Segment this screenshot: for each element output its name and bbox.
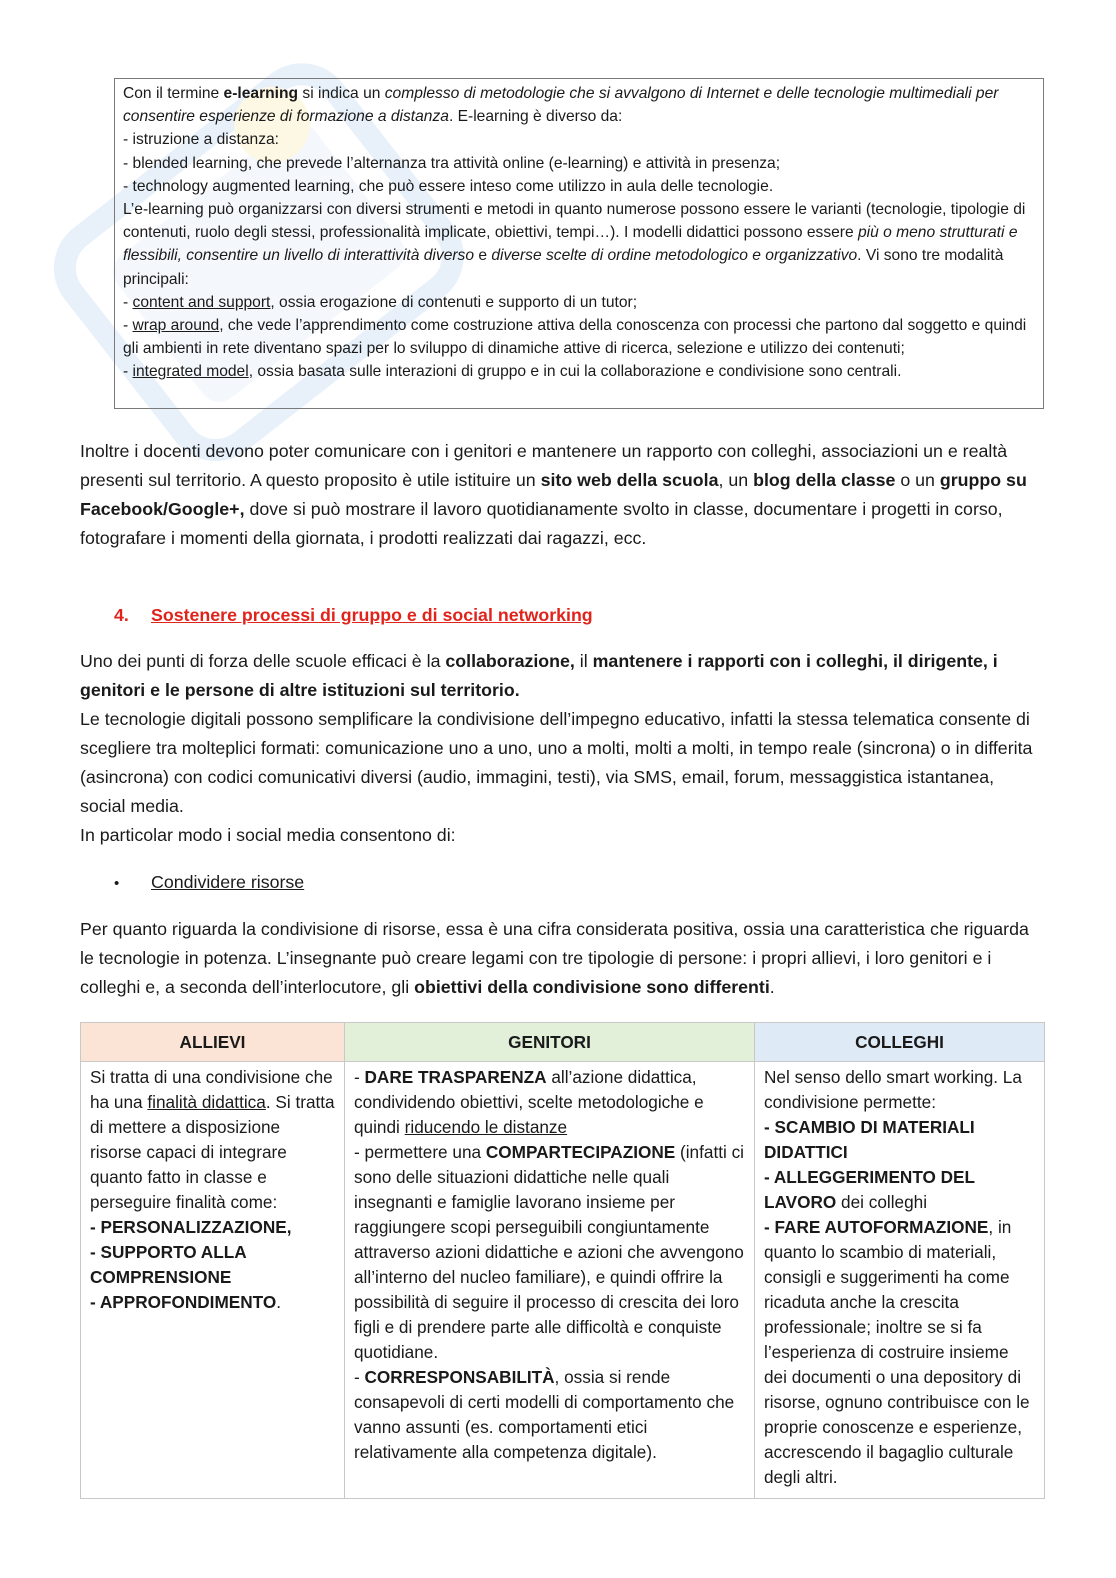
collaboration-social-media: In particolar modo i social media consentono di: — [80, 825, 456, 845]
bullet-dot-icon: • — [114, 875, 120, 892]
table-row — [81, 1062, 1045, 1499]
cell-genitori: - DARE TRASPARENZA all’azione didattica, condividendo obiettivi, scelte metodologiche e quindi riducendo le distanze - permettere una COMPARTECIPAZIONE (infatti ci sono delle situazioni didattiche nelle quali insegnanti e famiglie lavorano insieme per raggiungere scopi perseguibili congiuntamente attraverso azioni didattiche e azioni che avvengono all’interno del nucleo familiare), e quindi offrire la possibilità di seguire il processo di crescita dei loro figli e di prendere parte alle difficoltà e conquiste quotidiane. - CORRESPONSABILITÀ, ossia si rende consapevoli di certi modelli di comportamento che vanno assunti (es. comportamenti etici relativamente alla competenza digitale). — [345, 1062, 755, 1499]
section-heading — [114, 603, 593, 627]
collaboration-technologies: Le tecnologie digitali possono semplificare la condivisione dell’impegno educativo, infatti la stessa telematica consente di scegliere tra molteplici formati: comunicazione uno a uno, uno a molti, molti a molti, in tempo reale (sincrona) o in differita (asincrona) con codici comunicativi diversi (audio, immagini, testi), via SMS, email, forum, messaggistica istantanea, social media. — [80, 709, 1033, 816]
collaboration-lead: Uno dei punti di forza delle scuole efficaci è la collaborazione, il mantenere i rapporti con i colleghi, il dirigente, i genitori e le persone di altre istituzioni sul territorio. — [80, 651, 998, 700]
section-title: Sostenere processi di gruppo e di social networking — [151, 605, 593, 625]
bullet-label: Condividere risorse — [151, 872, 305, 892]
header-allievi: ALLIEVI — [81, 1023, 345, 1062]
elearning-mode: - content and support, ossia erogazione di contenuti e supporto di un tutor; — [123, 293, 638, 311]
bullet-share-resources — [114, 868, 304, 898]
elearning-mode: - wrap around, che vede l’apprendimento come costruzione attiva della conoscenza con processi che partono dal soggetto e quindi gli ambienti in rete diventano spazi per lo sviluppo di dinamiche attive di ricerca, selezione e utilizzo dei contenuti; — [123, 317, 1027, 358]
elearning-organization: L’e-learning può organizzarsi con diversi strumenti e metodi in quanto numerose possono essere le varianti (tecnologie, tipologie di contenuti, ruolo degli stessi, professionalità implicate, obiettivi, tempi…). I modelli didattici possono essere più o meno strutturati e flessibili, consentire un livello di interattività diverso e diverse scelte di ordine metodologico e organizzativo. Vi sono tre modalità principali: — [123, 201, 1026, 288]
elearning-diff-item: - istruzione a distanza: — [123, 131, 280, 149]
table-header-row — [81, 1023, 1045, 1062]
section-number: 4. — [114, 605, 129, 625]
paragraph-communication: Inoltre i docenti devono poter comunicare con i genitori e mantenere un rapporto con colleghi, associazioni un e realtà presenti sul territorio. A questo proposito è utile istituire un sito web della scuola, un blog della classe o un gruppo su Facebook/Google+, dove si può mostrare il lavoro quotidianamente svolto in classe, documentare i progetti in corso, fotografare i momenti della giornata, i prodotti realizzati dai ragazzi, ecc. — [80, 441, 1027, 548]
sharing-table — [80, 1022, 1045, 1499]
header-colleghi: COLLEGHI — [755, 1023, 1045, 1062]
cell-allievi: Si tratta di una condivisione che ha una finalità didattica. Si tratta di mettere a disposizione risorse capaci di integrare quanto fatto in classe e perseguire finalità come: - PERSONALIZZAZIONE, - SUPPORTO ALLA COMPRENSIONE - APPROFONDIMENTO. — [81, 1062, 345, 1499]
paragraph-resources: Per quanto riguarda la condivisione di risorse, essa è una cifra considerata positiva, ossia una caratteristica che riguarda le tecnologie in potenza. L’insegnante può creare legami con tre tipologie di persone: i propri allievi, i loro genitori e i colleghi e, a seconda dell’interlocutore, gli obiettivi della condivisione sono differenti. — [80, 919, 1029, 997]
elearning-definition-box — [114, 78, 1044, 409]
header-genitori: GENITORI — [345, 1023, 755, 1062]
elearning-diff-item: - blended learning, che prevede l’alternanza tra attività online (e-learning) e attività in presenza; — [123, 154, 781, 172]
paragraph-collaboration — [80, 647, 1040, 850]
elearning-intro: Con il termine e-learning si indica un complesso di metodologie che si avvalgono di Internet e delle tecnologie multimediali per consentire esperienze di formazione a distanza. E-learning è diverso da: — [123, 85, 999, 126]
cell-colleghi: Nel senso dello smart working. La condivisione permette: - SCAMBIO DI MATERIALI DIDATTICI - ALLEGGERIMENTO DEL LAVORO dei colleghi - FARE AUTOFORMAZIONE, in quanto lo scambio di materiali, consigli e suggerimenti ha come ricaduta anche la crescita professionale; inoltre se si fa l’esperienza di costruire insieme dei documenti o una depository di risorse, ognuno contribuisce con le proprie conoscenze e esperienze, accrescendo il bagaglio culturale degli altri. — [755, 1062, 1045, 1499]
elearning-mode: - integrated model, ossia basata sulle interazioni di gruppo e in cui la collaborazione e condivisione sono centrali. — [123, 363, 902, 381]
elearning-diff-item: - technology augmented learning, che può essere inteso come utilizzo in aula delle tecnologie. — [123, 177, 774, 195]
